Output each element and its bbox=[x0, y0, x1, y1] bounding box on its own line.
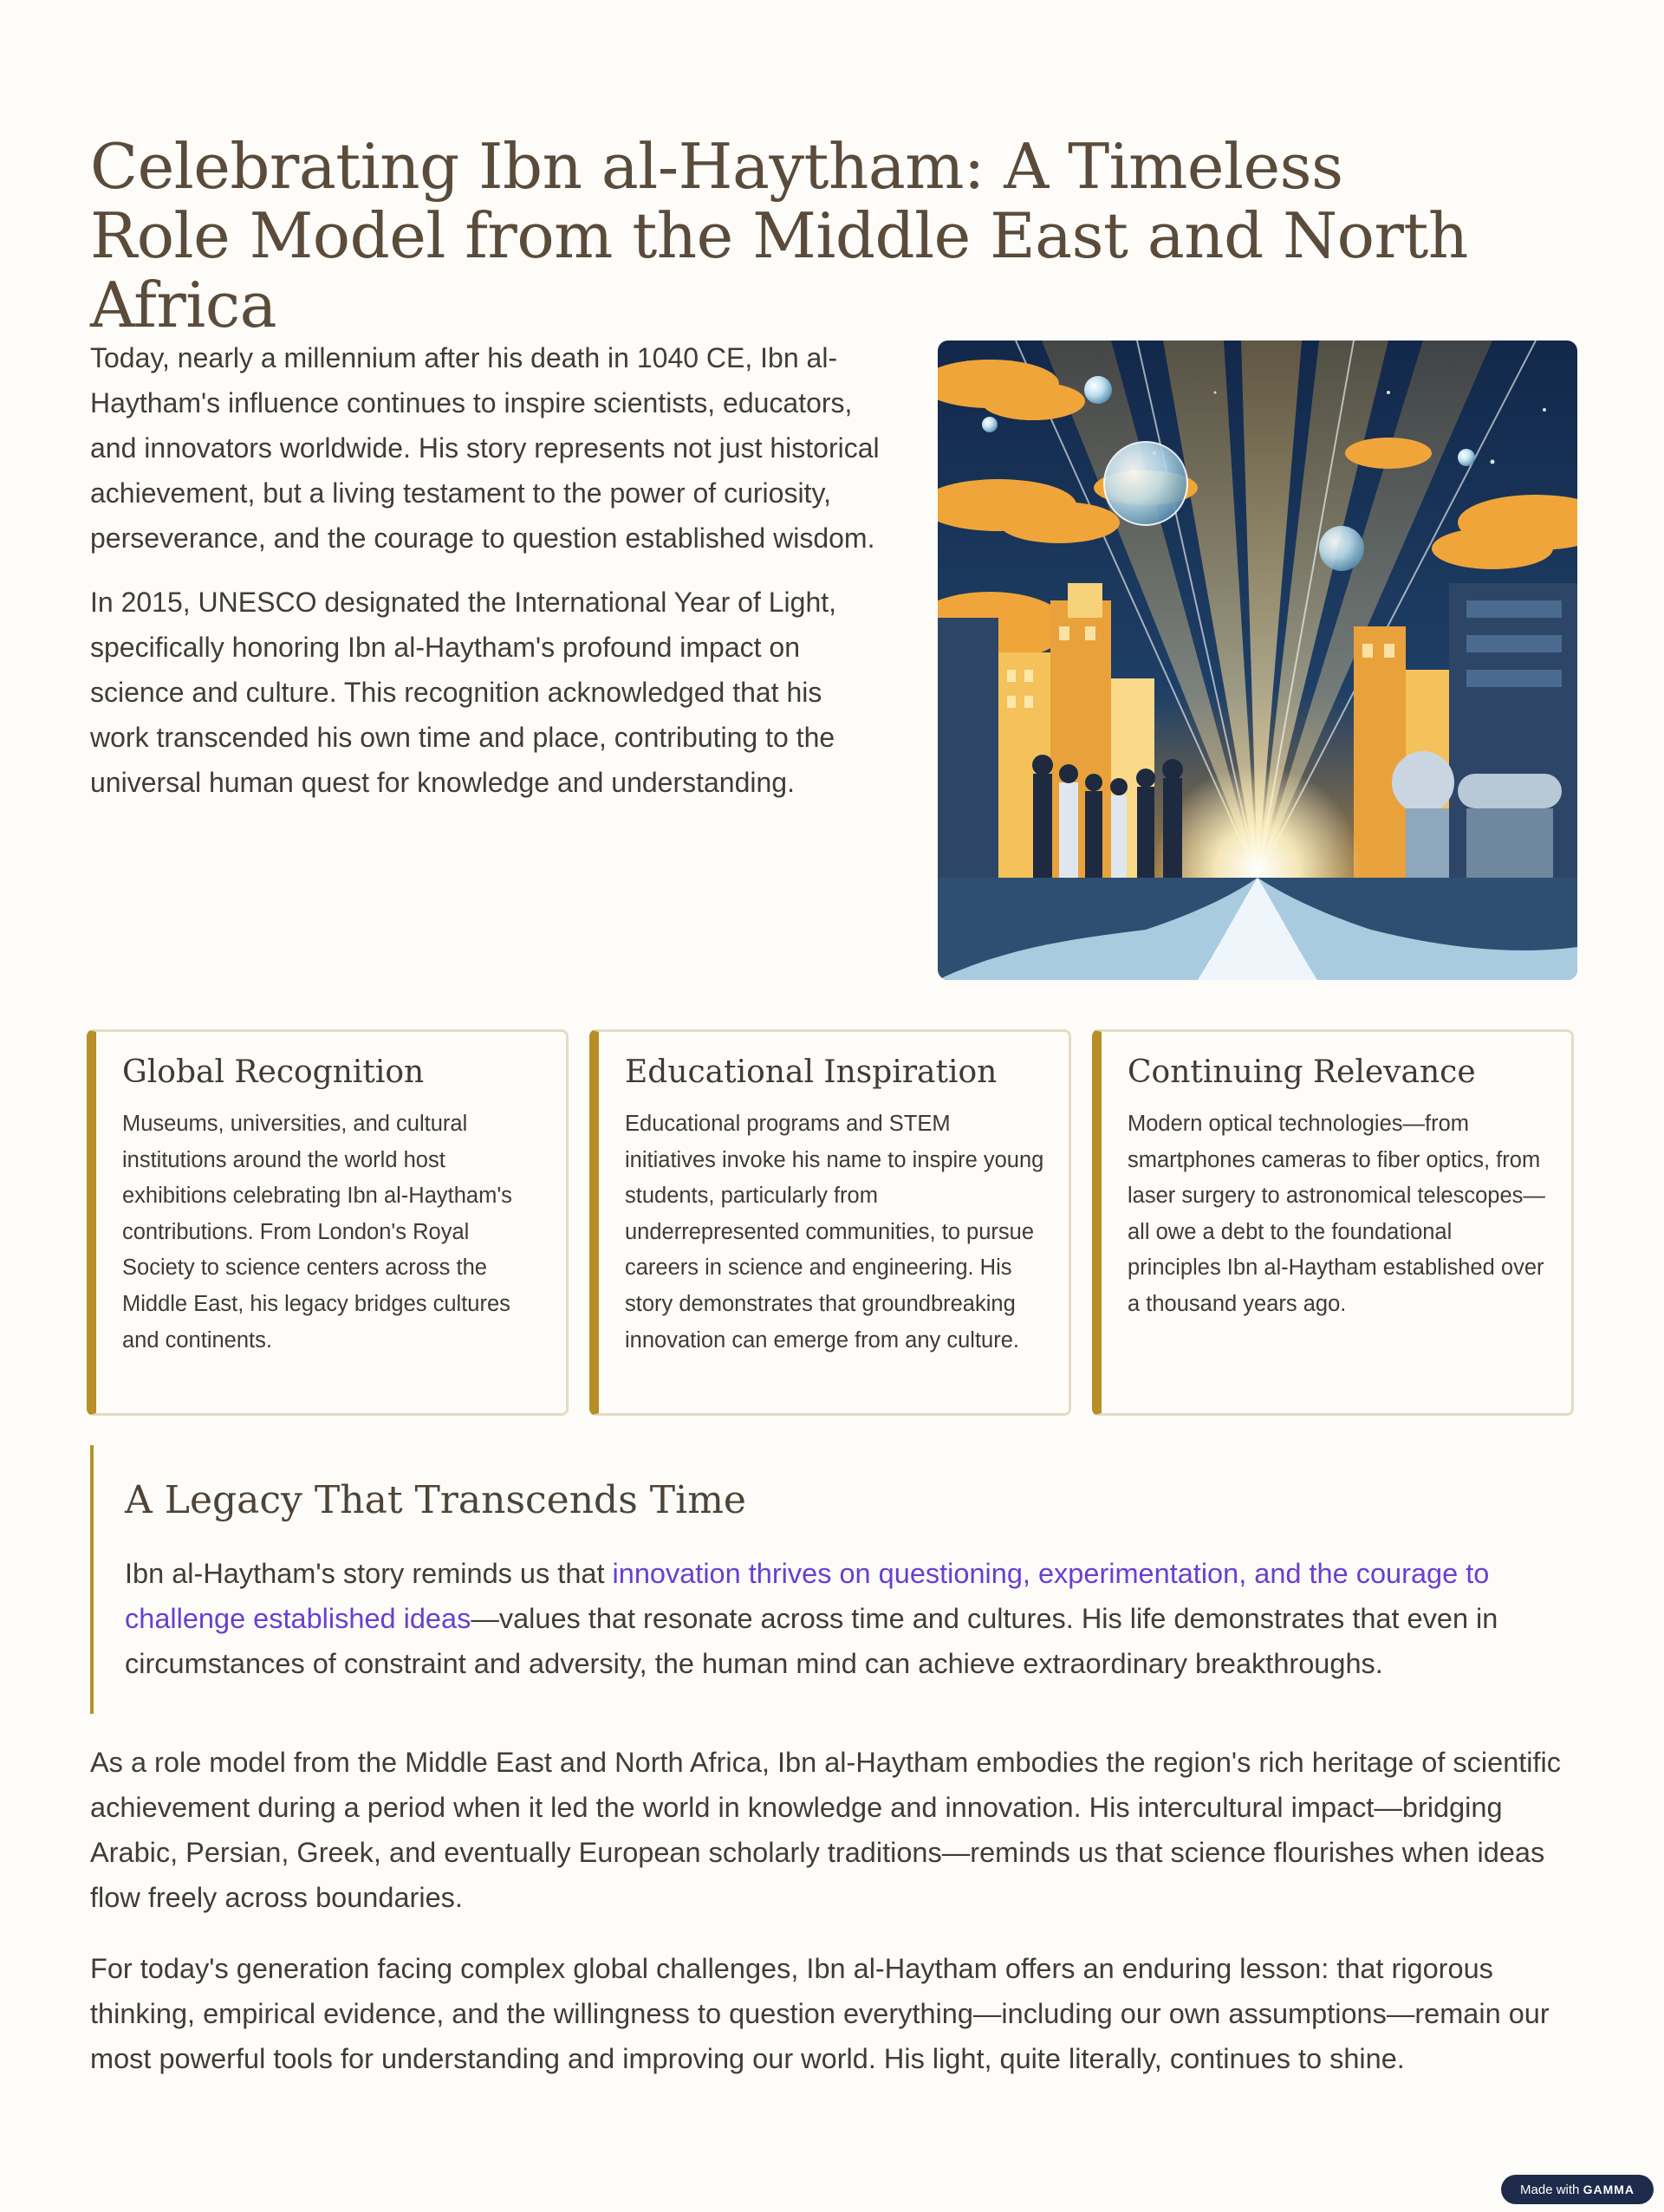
page-title: Celebrating Ibn al-Haytham: A Timeless Role Model from the Middle East and North Africa bbox=[90, 130, 1468, 341]
card-body: Museums, universities, and cultural institutions around the world host exhibitions celebrating Ibn al-Haytham's contributions. From London's Royal Society to science centers across the Middle East, his legacy bridges cultures and continents. bbox=[122, 1112, 512, 1352]
closing-paragraph-2: For today's generation facing complex global challenges, Ibn al-Haytham offers an enduring lesson: that rigorous thinking, empirical evidence, and the willingness to question everything—including our own assumptions—remain our most powerful tools for understanding and improving our world. His light, quite literally, continues to shine. bbox=[90, 1953, 1550, 2074]
badge-prefix: Made with bbox=[1520, 2183, 1580, 2197]
card-body: Modern optical technologies—from smartphones cameras to fiber optics, from laser surgery to astronomical telescopes—all owe a debt to the foundational principles Ibn al-Haytham established over a thousand years ago. bbox=[1128, 1112, 1545, 1316]
intro-paragraph-1: Today, nearly a millennium after his death in 1040 CE, Ibn al-Haytham's influence continues to inspire scientists, educators, and innovators worldwide. His story represents not just historical achievement, but a living testament to the power of curiosity, perseverance, and the courage to question established wisdom. bbox=[90, 342, 880, 554]
intro-section bbox=[90, 335, 887, 824]
closing-paragraph-1: As a role model from the Middle East and North Africa, Ibn al-Haytham embodies the region's rich heritage of scientific achievement during a period when it led the world in knowledge and innovation. His intercultural impact—bridging Arabic, Persian, Greek, and eventually European scholarly traditions—reminds us that science flourishes when ideas flow freely across boundaries. bbox=[90, 1747, 1562, 1913]
legacy-heading: A Legacy That Transcends Time bbox=[125, 1478, 746, 1522]
legacy-text-before: Ibn al-Haytham's story reminds us that bbox=[125, 1558, 613, 1589]
made-with-gamma-badge[interactable] bbox=[1501, 2175, 1654, 2204]
legacy-text-after: —values that resonate across time and cultures. His life demonstrates that even in circumstances of constraint and adversity, the human mind can achieve extraordinary breakthroughs. bbox=[125, 1603, 1498, 1679]
card-title: Continuing Relevance bbox=[1128, 1054, 1476, 1090]
futuristic-city-light-icon bbox=[938, 341, 1577, 980]
closing-section bbox=[90, 1740, 1581, 2107]
card-educational-inspiration bbox=[589, 1029, 1071, 1416]
card-global-recognition bbox=[87, 1029, 569, 1416]
card-title: Educational Inspiration bbox=[625, 1054, 998, 1090]
card-continuing-relevance bbox=[1092, 1029, 1574, 1416]
card-body: Educational programs and STEM initiatives invoke his name to inspire young students, particularly from underrepresented communities, to pursue careers in science and engineering. His story demonstrates that groundbreaking innovation can emerge from any culture. bbox=[625, 1112, 1044, 1352]
legacy-callout bbox=[90, 1445, 1577, 1714]
gamma-logo: GAMMA bbox=[1583, 2183, 1635, 2196]
hero-illustration bbox=[938, 341, 1577, 980]
card-title: Global Recognition bbox=[122, 1054, 425, 1090]
legacy-highlight: innovation thrives on questioning, experimentation, and the courage to challenge established ideas bbox=[125, 1558, 1490, 1634]
legacy-paragraph bbox=[125, 1551, 1577, 1686]
intro-paragraph-2: In 2015, UNESCO designated the International Year of Light, specifically honoring Ibn al-Haytham's profound impact on science and culture. This recognition acknowledged that his work transcended his own time and place, contributing to the universal human quest for knowledge and understanding. bbox=[90, 587, 837, 798]
